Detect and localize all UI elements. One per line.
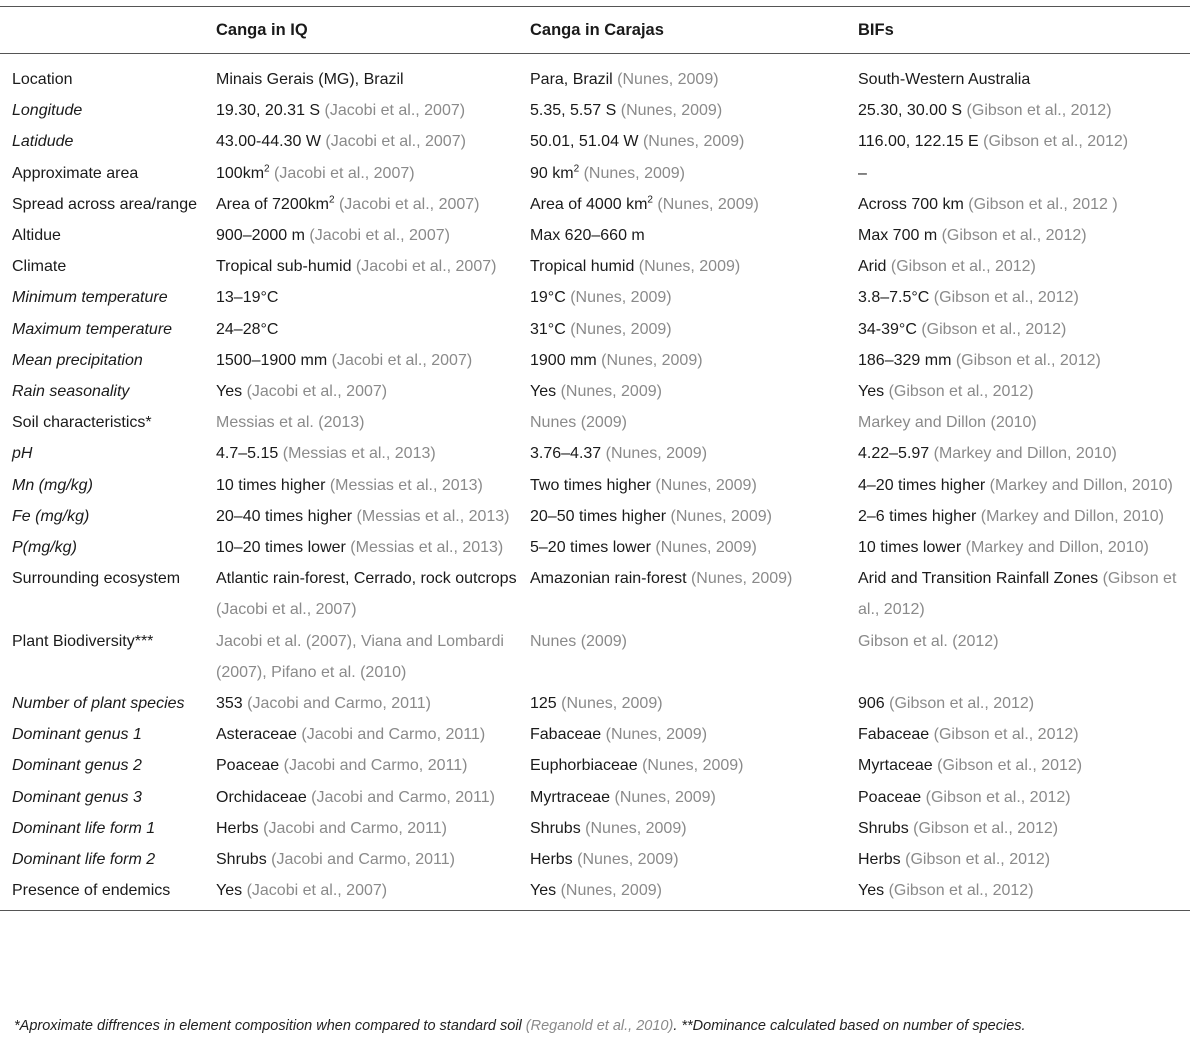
citation: (Jacobi and Carmo, 2011) — [311, 788, 495, 806]
citation: (Nunes, 2009) — [605, 726, 708, 744]
table-row — [0, 782, 1190, 813]
cell-value: Asteraceae — [216, 726, 297, 744]
table-body — [0, 54, 1190, 911]
cell-value: Yes — [858, 383, 885, 401]
cell-value: 5–20 times lower — [530, 539, 651, 557]
table-cell — [858, 875, 1190, 911]
table-cell — [530, 220, 858, 251]
table-cell — [858, 563, 1190, 625]
table-cell — [530, 782, 858, 813]
table-cell — [216, 220, 530, 251]
table-cell — [216, 470, 530, 501]
citation: (Gibson et al., 2012) — [921, 320, 1067, 338]
table-cell — [216, 345, 530, 376]
cell-value: Herbs — [858, 851, 901, 869]
cell-value: 900–2000 m — [216, 227, 305, 245]
cell-value: 10–20 times lower — [216, 539, 346, 557]
cell-value: Shrubs — [530, 819, 581, 837]
table-cell — [216, 54, 530, 96]
header-cell: Canga in Carajas — [530, 7, 858, 54]
cell-value: 20–40 times higher — [216, 507, 353, 525]
table-cell — [530, 345, 858, 376]
table-row — [0, 470, 1190, 501]
citation: (Jacobi et al., 2007) — [216, 601, 357, 619]
cell-value: Orchidaceae — [216, 788, 307, 806]
cell-value: Euphorbiaceae — [530, 757, 638, 775]
citation: (Nunes, 2009) — [577, 851, 679, 869]
citation: (Gibson et al., 2012) — [955, 351, 1101, 369]
citation: (Jacobi et al., 2007) — [324, 102, 466, 120]
cell-value: Tropical humid — [530, 258, 635, 276]
cell-value: Two times higher — [530, 476, 651, 494]
cell-value: Yes — [216, 383, 243, 401]
header-cell — [0, 7, 216, 54]
table-cell — [530, 750, 858, 781]
row-label: Approximate area — [12, 164, 139, 182]
footnote-text-end: . **Dominance calculated based on number of species. — [673, 1018, 1026, 1034]
row-label: Dominant genus 2 — [12, 757, 142, 775]
cell-value: 10 times higher — [216, 476, 326, 494]
table-row — [0, 407, 1190, 438]
table-cell — [530, 438, 858, 469]
citation: (Gibson et al., 2012) — [889, 695, 1035, 713]
row-label: Soil characteristics* — [12, 414, 152, 432]
table-row — [0, 438, 1190, 469]
row-label: Spread across area/range — [12, 195, 197, 213]
cell-value: Para, Brazil — [530, 71, 613, 88]
citation: (Nunes, 2009) — [570, 289, 672, 307]
table-cell — [216, 688, 530, 719]
table-cell — [530, 376, 858, 407]
citation: (Jacobi and Carmo, 2011) — [263, 819, 447, 837]
table-cell — [216, 626, 530, 688]
table-cell — [216, 782, 530, 813]
citation: (Nunes, 2009) — [638, 258, 741, 276]
row-label: Minimum temperature — [12, 289, 168, 307]
citation: Messias et al. (2013) — [216, 414, 365, 432]
table-cell — [858, 220, 1190, 251]
table-cell — [216, 158, 530, 189]
table-cell — [530, 251, 858, 282]
cell-value: 20–50 times higher — [530, 507, 667, 525]
table-row — [0, 532, 1190, 563]
row-label: Presence of endemics — [0, 875, 216, 911]
citation: (Nunes, 2009) — [620, 102, 723, 120]
table-row — [0, 875, 1190, 911]
table-cell — [530, 54, 858, 96]
citation: (Nunes, 2009) — [560, 383, 662, 401]
table-cell — [858, 844, 1190, 875]
cell-value: 116.00, 122.15 E — [858, 133, 979, 151]
cell-value: 25.30, 30.00 S — [858, 102, 963, 120]
cell-value: Yes — [530, 882, 557, 900]
row-label: Maximum temperature — [12, 320, 173, 338]
citation: (Nunes, 2009) — [657, 195, 759, 213]
cell-value: 34-39°C — [858, 320, 917, 338]
citation: (Markey and Dillon, 2010) — [980, 507, 1164, 525]
cell-value: 13–19°C — [216, 289, 279, 307]
cell-value: 4–20 times higher — [858, 476, 986, 494]
table-cell — [858, 501, 1190, 532]
table-cell — [858, 438, 1190, 469]
row-label: Mn (mg/kg) — [12, 476, 93, 494]
citation: Nunes (2009) — [530, 414, 627, 432]
row-label: Dominant genus 1 — [12, 726, 142, 744]
cell-value: Myrtaceae — [858, 757, 933, 775]
table-cell — [858, 688, 1190, 719]
table-cell — [530, 470, 858, 501]
table-row — [0, 345, 1190, 376]
row-label: Latidude — [12, 133, 74, 151]
cell-value: 3.76–4.37 — [530, 445, 602, 463]
citation: (Nunes, 2009) — [690, 570, 793, 588]
superscript: 2 — [647, 194, 653, 206]
citation: (Gibson et al., 2012) — [933, 289, 1079, 307]
cell-value: Arid and Transition Rainfall Zones — [858, 570, 1099, 588]
cell-value: 1500–1900 mm — [216, 351, 328, 369]
table-cell — [858, 282, 1190, 313]
table-row — [0, 189, 1190, 220]
table-footnote — [14, 1018, 1026, 1034]
cell-value: 125 — [530, 695, 557, 713]
row-label: Number of plant species — [12, 695, 185, 713]
table-row — [0, 95, 1190, 126]
cell-value: 19°C — [530, 289, 566, 307]
table-row — [0, 251, 1190, 282]
citation: (Gibson et al., 2012) — [966, 102, 1112, 120]
table-cell — [216, 563, 530, 625]
table-cell — [216, 376, 530, 407]
cell-value: Minais Gerais (MG), Brazil — [216, 71, 404, 88]
table-row — [0, 750, 1190, 781]
citation: (Jacobi et al., 2007) — [246, 882, 388, 900]
table-cell — [530, 626, 858, 688]
table-cell — [216, 251, 530, 282]
row-label: Location — [12, 71, 73, 88]
cell-value: Across 700 km — [858, 195, 964, 213]
cell-value: 4.7–5.15 — [216, 445, 279, 463]
citation: (Gibson et al., 2012 ) — [968, 195, 1118, 213]
citation: (Nunes, 2009) — [585, 819, 687, 837]
table-row — [0, 719, 1190, 750]
citation: (Nunes, 2009) — [560, 882, 662, 900]
table-cell — [858, 314, 1190, 345]
citation: (Nunes, 2009) — [642, 133, 745, 151]
cell-value: Shrubs — [858, 819, 909, 837]
cell-value: Herbs — [530, 851, 573, 869]
citation: (Jacobi et al., 2007) — [274, 164, 415, 182]
table-cell — [530, 314, 858, 345]
cell-value: 31°C — [530, 320, 566, 338]
table-cell — [216, 875, 530, 911]
footnote-text: *Aproximate diffrences in element composition when compared to standard soil — [14, 1018, 526, 1034]
citation: Markey and Dillon (2010) — [858, 414, 1037, 432]
citation: (Gibson et al., 2012) — [888, 882, 1034, 900]
cell-value: 43.00-44.30 W — [216, 133, 321, 151]
table-cell — [858, 95, 1190, 126]
table-row — [0, 314, 1190, 345]
citation: (Nunes, 2009) — [655, 476, 757, 494]
row-label: Altidue — [12, 227, 61, 245]
table-row — [0, 501, 1190, 532]
table-cell — [530, 189, 858, 220]
table-cell — [530, 844, 858, 875]
citation: (Markey and Dillon, 2010) — [989, 476, 1173, 494]
table-cell — [530, 126, 858, 157]
citation: (Nunes, 2009) — [601, 351, 703, 369]
cell-value: Max 620–660 m — [530, 227, 645, 245]
cell-value: 19.30, 20.31 S — [216, 102, 321, 120]
citation: (Messias et al., 2013) — [356, 507, 510, 525]
cell-value: Max 700 m — [858, 227, 938, 245]
cell-value: – — [858, 164, 867, 182]
row-label: P(mg/kg) — [12, 539, 77, 557]
citation: (Gibson et al., 2012) — [983, 133, 1129, 151]
table-cell — [530, 875, 858, 911]
table-cell — [530, 158, 858, 189]
citation: (Messias et al., 2013) — [350, 539, 504, 557]
citation: (Nunes, 2009) — [670, 507, 772, 525]
table-cell — [858, 470, 1190, 501]
row-label: Mean precipitation — [12, 351, 143, 369]
row-label: Dominant life form 1 — [12, 819, 156, 837]
citation: (Nunes, 2009) — [614, 788, 716, 806]
superscript: 2 — [264, 163, 270, 175]
row-label: Dominant life form 2 — [12, 851, 156, 869]
table-cell — [530, 501, 858, 532]
table-cell — [530, 532, 858, 563]
header-cell: Canga in IQ — [216, 7, 530, 54]
cell-value: 50.01, 51.04 W — [530, 133, 639, 151]
cell-value: 906 — [858, 695, 885, 713]
table-row — [0, 126, 1190, 157]
citation: Nunes (2009) — [530, 632, 627, 650]
cell-value: Poaceae — [858, 788, 922, 806]
table-cell — [530, 282, 858, 313]
citation: (Nunes, 2009) — [605, 445, 708, 463]
cell-value: 24–28°C — [216, 320, 279, 338]
table-cell — [858, 750, 1190, 781]
citation: (Gibson et al., 2012) — [888, 383, 1034, 401]
cell-value: Yes — [216, 882, 243, 900]
citation: (Gibson et al., 2012) — [890, 258, 1036, 276]
citation: (Jacobi et al., 2007) — [355, 258, 497, 276]
table-cell — [216, 844, 530, 875]
table-row — [0, 220, 1190, 251]
table-cell — [858, 719, 1190, 750]
table-row — [0, 376, 1190, 407]
cell-value: Atlantic rain-forest, Cerrado, rock outcrops — [216, 570, 517, 588]
citation: (Gibson et al., 2012) — [913, 819, 1059, 837]
table-header-row — [0, 7, 1190, 54]
cell-value: Fabaceae — [858, 726, 930, 744]
table-cell — [530, 719, 858, 750]
cell-value: Poaceae — [216, 757, 280, 775]
row-label: Fe (mg/kg) — [12, 507, 90, 525]
cell-value: Area of 4000 km — [530, 195, 648, 213]
table-row — [0, 54, 1190, 96]
table-cell — [216, 95, 530, 126]
cell-value: Yes — [858, 882, 885, 900]
table-cell — [858, 126, 1190, 157]
citation: (Jacobi and Carmo, 2011) — [271, 851, 455, 869]
row-label: Longitude — [12, 102, 83, 120]
table-cell — [216, 189, 530, 220]
citation: (Nunes, 2009) — [561, 695, 663, 713]
table-cell — [858, 813, 1190, 844]
table-cell — [858, 251, 1190, 282]
table-cell — [858, 189, 1190, 220]
table-cell — [858, 158, 1190, 189]
citation: (Jacobi et al., 2007) — [309, 227, 450, 245]
citation: (Messias et al., 2013) — [329, 476, 483, 494]
table-cell — [216, 750, 530, 781]
table-row — [0, 844, 1190, 875]
table-row — [0, 282, 1190, 313]
row-label: Climate — [12, 258, 67, 276]
header-cell: BIFs — [858, 7, 1190, 54]
citation: Gibson et al. (2012) — [858, 632, 999, 650]
table-cell — [858, 782, 1190, 813]
cell-value: 1900 mm — [530, 351, 597, 369]
citation: (Gibson et al., 2012) — [941, 227, 1087, 245]
table-cell — [216, 126, 530, 157]
row-label: pH — [12, 445, 33, 463]
citation: (Jacobi et al., 2007) — [331, 351, 473, 369]
cell-value: South-Western Australia — [858, 71, 1031, 88]
table-cell — [858, 345, 1190, 376]
cell-value: Yes — [530, 383, 557, 401]
cell-value: Area of 7200km — [216, 195, 329, 213]
citation: (Messias et al., 2013) — [282, 445, 436, 463]
cell-value: 186–329 mm — [858, 351, 952, 369]
cell-value: 10 times lower — [858, 539, 962, 557]
citation: (Nunes, 2009) — [642, 757, 744, 775]
row-label: Dominant genus 3 — [12, 788, 142, 806]
citation: (Jacobi et al., 2007) — [338, 195, 480, 213]
row-label: Rain seasonality — [12, 383, 130, 401]
table-row — [0, 158, 1190, 189]
citation: (Gibson et al., 2012) — [937, 757, 1083, 775]
table-cell — [530, 95, 858, 126]
table-row — [0, 563, 1190, 625]
table-cell — [858, 532, 1190, 563]
table-cell — [216, 501, 530, 532]
cell-value: 100km — [216, 164, 265, 182]
cell-value: Amazonian rain-forest — [530, 570, 687, 588]
table-row — [0, 626, 1190, 688]
table-cell — [530, 688, 858, 719]
cell-value: 353 — [216, 695, 243, 713]
table-cell — [216, 532, 530, 563]
citation: (Jacobi et al., 2007) — [325, 133, 466, 151]
cell-value: 2–6 times higher — [858, 507, 977, 525]
table-cell — [858, 626, 1190, 688]
cell-value: Tropical sub-humid — [216, 258, 352, 276]
row-label: Plant Biodiversity*** — [12, 632, 154, 650]
table-cell — [858, 54, 1190, 96]
citation: (Markey and Dillon, 2010) — [933, 445, 1117, 463]
citation: (Nunes, 2009) — [583, 164, 685, 182]
citation: (Gibson et al., 2012) — [858, 570, 1177, 619]
table-row — [0, 813, 1190, 844]
table-cell — [530, 563, 858, 625]
superscript: 2 — [328, 194, 335, 206]
table-cell — [216, 407, 530, 438]
cell-value: Arid — [858, 258, 887, 276]
footnote-reference: (Reganold et al., 2010) — [525, 1018, 674, 1034]
cell-value: Myrtraceae — [530, 788, 611, 806]
cell-value: Shrubs — [216, 851, 267, 869]
citation: (Jacobi et al., 2007) — [246, 383, 388, 401]
table-cell — [216, 719, 530, 750]
table-cell — [216, 813, 530, 844]
cell-value: 3.8–7.5°C — [858, 289, 930, 307]
citation: (Gibson et al., 2012) — [905, 851, 1051, 869]
superscript: 2 — [573, 163, 580, 175]
cell-value: 4.22–5.97 — [858, 445, 930, 463]
cell-value: 90 km — [530, 164, 574, 182]
table-cell — [216, 314, 530, 345]
table-cell — [858, 407, 1190, 438]
table-cell — [216, 438, 530, 469]
citation: (Nunes, 2009) — [570, 320, 672, 338]
citation: (Gibson et al., 2012) — [925, 788, 1071, 806]
citation: (Markey and Dillon, 2010) — [965, 539, 1149, 557]
citation: (Nunes, 2009) — [655, 539, 757, 557]
row-label: Surrounding ecosystem — [12, 570, 181, 588]
citation: (Gibson et al., 2012) — [933, 726, 1079, 744]
cell-value: Herbs — [216, 819, 259, 837]
citation: (Jacobi and Carmo, 2011) — [247, 695, 431, 713]
table-cell — [530, 813, 858, 844]
cell-value: 5.35, 5.57 S — [530, 102, 617, 120]
table-cell — [858, 376, 1190, 407]
comparison-table — [0, 6, 1190, 911]
table-cell — [216, 282, 530, 313]
citation: Jacobi et al. (2007), Viana and Lombardi (2007), Pifano et al. (2010) — [216, 632, 504, 681]
table-cell — [530, 407, 858, 438]
citation: (Jacobi and Carmo, 2011) — [283, 757, 468, 775]
table-row — [0, 688, 1190, 719]
citation: (Jacobi and Carmo, 2011) — [301, 726, 486, 744]
cell-value: Fabaceae — [530, 726, 602, 744]
citation: (Nunes, 2009) — [617, 71, 719, 88]
